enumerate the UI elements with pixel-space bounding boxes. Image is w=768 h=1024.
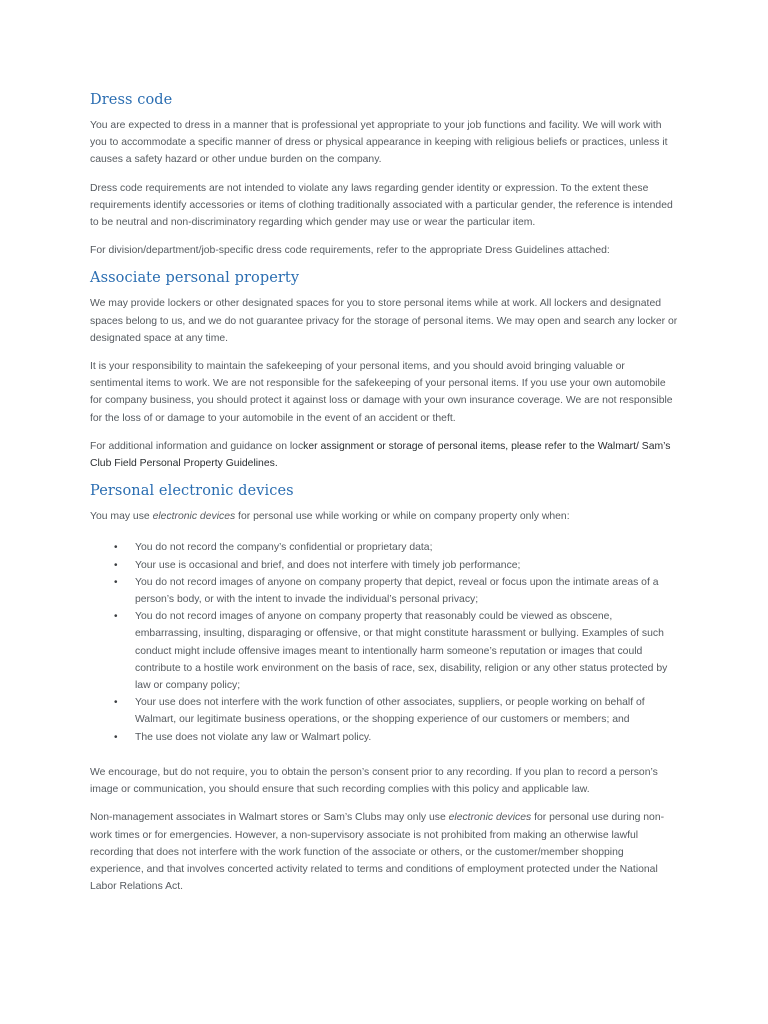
list-item-text: Your use is occasional and brief, and does not interfere with timely job performance; [135,559,521,571]
non-management-paragraph [90,809,680,895]
list-item [90,574,680,608]
list-item-text: Your use does not interfere with the work function of other associates, suppliers, or people working on behalf of Walmart, our legitimate business operations, or the shopping experience of our customers or members; and [135,697,645,726]
intro-emphasis: electronic devices [152,511,236,523]
electronic-devices-section [90,483,680,895]
bullet-icon: • [114,559,118,571]
list-item-text: You do not record images of anyone on company property that depict, reveal or focus upon the intimate areas of a person’s body, or with the intent to invade the individual’s personal privacy; [135,576,659,606]
personal-property-p3-start: For additional information and guidance on loc [90,440,304,452]
personal-property-paragraph-1: We may provide lockers or other designated spaces for you to store personal items while at work. All lockers and designated spaces belong to us, and we do not guarantee privacy for the storage of personal items. We may open and search any locker or designated space at any time. [90,298,678,344]
document-page [90,92,680,906]
electronic-devices-conditions-list [90,539,680,745]
dress-code-heading: Dress code [90,92,173,108]
personal-property-section [90,270,680,472]
non-management-after: for personal use during non-work times or for emergencies. However, a non-supervisory associate is not prohibited from making an otherwise lawful recording that does not interfere with the work function of the associate or others, or the customer/member shopping experience, and that involves concerted activity related to terms and conditions of employment protected under the National Labor Relations Act. [90,812,665,893]
personal-property-paragraph-2: It is your responsibility to maintain the safekeeping of your personal items, and you should avoid bringing valuable or sentimental items to work. We are not responsible for the safekeeping of your personal items. If you use your own automobile for company business, you should protect it against loss or damage with your own insurance coverage. We are not responsible for the loss of or damage to your automobile in the event of an accident or theft. [90,361,673,424]
bullet-icon: • [114,542,118,554]
bullet-icon: • [114,697,118,709]
list-item [90,694,680,728]
bullet-icon: • [114,576,118,588]
non-management-before: Non-management associates in Walmart stores or Sam’s Clubs may only use [90,812,449,824]
list-item [90,557,680,574]
intro-after: for personal use while working or while on company property only when: [235,511,570,523]
non-management-emphasis: electronic devices [448,812,532,824]
personal-property-guidelines-reference: ker assignment or storage of personal items, please refer to the Walmart/ Sam’s Club Field Personal Property Guidelines. [90,440,671,470]
personal-property-heading: Associate personal property [90,270,300,287]
dress-code-paragraph-1: You are expected to dress in a manner that is professional yet appropriate to your job functions and facility. We will work with you to accommodate a specific manner of dress or physical appearance in keeping with religious beliefs or practices, unless it causes a safety hazard or other undue burden on the company. [90,120,668,166]
list-item-text: The use does not violate any law or Walmart policy. [135,731,372,743]
bullet-icon: • [114,611,118,623]
list-item [90,539,680,556]
dress-code-section [90,92,680,259]
list-item-text: You do not record images of anyone on company property that reasonably could be viewed as obscene, embarrassing, insulting, disparaging or offensive, or that might constitute harassment or bullying. Examples of such conduct might include offensive images meant to intentionally harm someone’s reputation or images that could contribute to a hostile work environment on the basis of race, sex, disability, religion or any other status protected by law or company policy; [135,611,668,692]
electronic-devices-intro [90,508,680,525]
intro-before: You may use [90,511,153,523]
personal-property-paragraph-3 [90,438,680,472]
dress-code-paragraph-3: For division/department/job-specific dress code requirements, refer to the appropriate Dress Guidelines attached: [90,245,610,257]
list-item [90,729,680,746]
bullet-icon: • [114,731,118,743]
list-item [90,608,680,694]
recording-consent-paragraph: We encourage, but do not require, you to obtain the person’s consent prior to any recording. If you plan to record a person’s image or communication, you should ensure that such recording complies with this policy and applicable law. [90,766,658,796]
electronic-devices-heading: Personal electronic devices [90,483,294,500]
list-item-text: You do not record the company’s confidential or proprietary data; [135,542,433,554]
dress-code-paragraph-2: Dress code requirements are not intended to violate any laws regarding gender identity or expression. To the extent these requirements identify accessories or items of clothing traditionally associated with a particular gender, the reference is intended to be neutral and non-discriminatory regarding which gender may use or wear the particular item. [90,182,673,229]
